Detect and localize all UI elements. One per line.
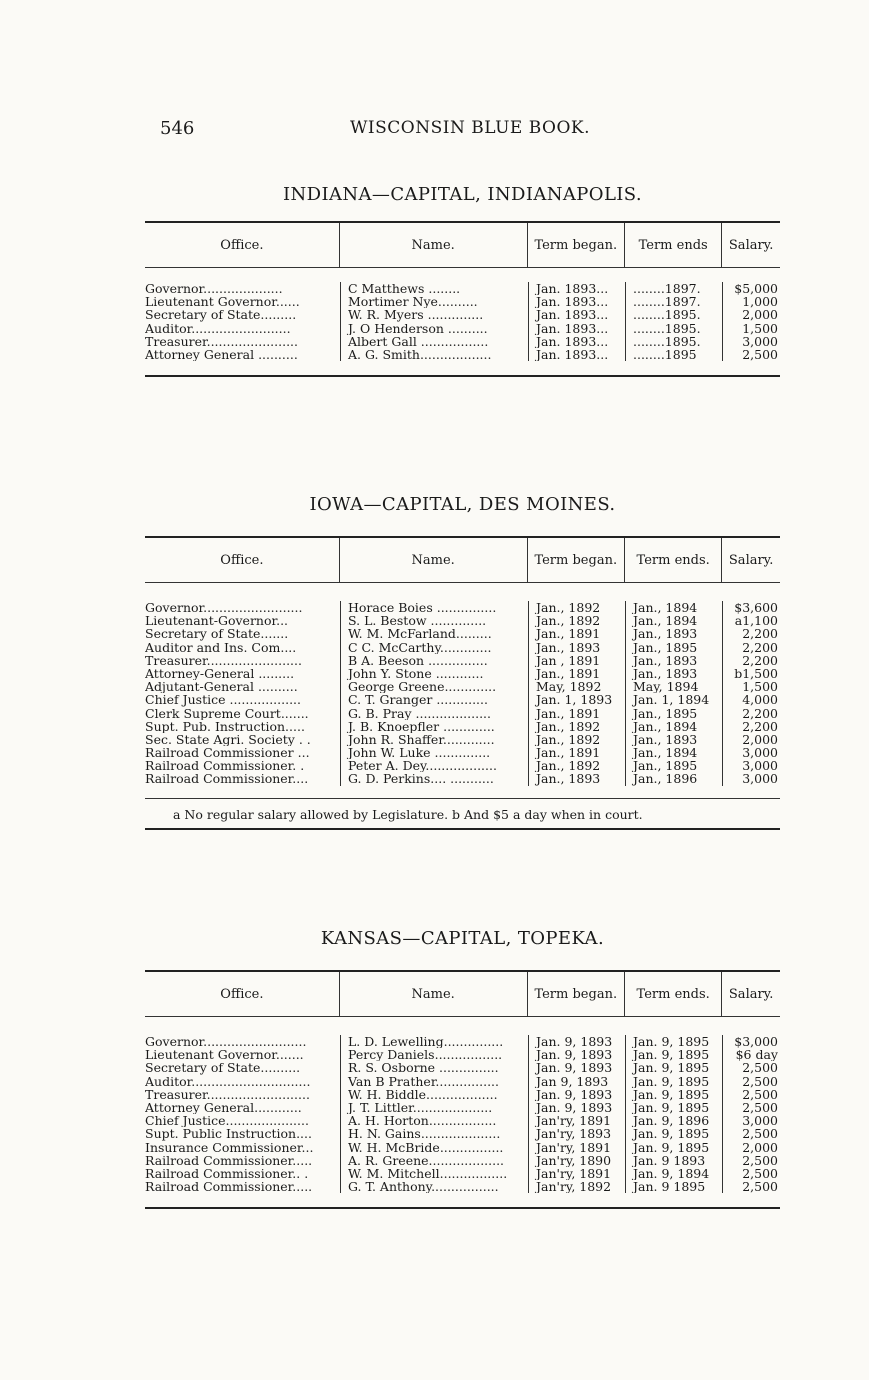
indiana-table xyxy=(145,221,780,377)
table-row xyxy=(145,759,780,772)
table-header xyxy=(145,223,780,267)
term-ends-cell: Jan., 1894 xyxy=(633,746,698,760)
salary-cell: $3,600 xyxy=(734,601,778,615)
name-cell: C. T. Granger ............. xyxy=(348,693,488,707)
term-ends-cell: Jan. 9, 1895 xyxy=(633,1048,710,1062)
office-cell: Auditor and Ins. Com.... xyxy=(145,640,297,654)
office-cell: Supt. Public Instruction.... xyxy=(145,1127,312,1141)
office-cell: Chief Justice .................. xyxy=(145,693,301,707)
table-row xyxy=(145,1088,780,1101)
column-divider xyxy=(528,1035,529,1193)
table-row xyxy=(145,348,780,361)
salary-cell: 2,200 xyxy=(742,719,778,733)
col-office: Office. xyxy=(220,552,264,568)
salary-cell: $6 day xyxy=(735,1048,778,1062)
term-began-cell: Jan. 9, 1893 xyxy=(536,1100,613,1115)
table-row xyxy=(145,693,780,706)
term-began-cell: Jan'ry, 1891 xyxy=(536,1140,612,1154)
salary-cell: 2,200 xyxy=(742,627,778,641)
office-cell: Clerk Supreme Court....... xyxy=(145,706,309,720)
name-cell: W. M. Mitchell................. xyxy=(348,1166,508,1181)
term-ends-cell: ........1895 xyxy=(633,347,697,362)
table-row xyxy=(145,1114,780,1127)
office-cell: Chief Justice..................... xyxy=(145,1114,309,1128)
table-row xyxy=(145,720,780,733)
term-began-cell: Jan., 1893 xyxy=(536,772,601,786)
kansas-rows xyxy=(145,1035,780,1193)
iowa-table xyxy=(145,536,780,830)
office-cell: Attorney General............ xyxy=(145,1100,302,1115)
salary-cell: 2,000 xyxy=(742,1140,778,1154)
term-ends-cell: ........1895. xyxy=(633,321,701,335)
term-ends-cell: Jan. 9, 1895 xyxy=(633,1035,710,1049)
term-began-cell: Jan., 1893 xyxy=(536,640,601,654)
term-began-cell: Jan., 1892 xyxy=(536,732,601,747)
salary-cell: 3,000 xyxy=(742,772,778,786)
office-cell: Lieutenant Governor....... xyxy=(145,1048,304,1062)
term-began-cell: Jan , 1891 xyxy=(536,653,601,667)
table-row xyxy=(145,707,780,720)
term-began-cell: Jan., 1891 xyxy=(536,627,601,641)
name-cell: A. G. Smith.................. xyxy=(348,347,492,362)
name-cell: John R. Shaffer............. xyxy=(348,732,495,747)
office-cell: Secretary of State.......... xyxy=(145,1061,301,1075)
table-row xyxy=(145,1061,780,1074)
col-name: Name. xyxy=(339,972,527,1016)
name-cell: W. H. Biddle.................. xyxy=(348,1087,498,1101)
table-row xyxy=(145,733,780,746)
kansas-table xyxy=(145,970,780,1209)
term-ends-cell: May, 1894 xyxy=(633,680,699,694)
term-ends-cell: ........1895. xyxy=(633,308,701,322)
column-divider xyxy=(340,601,341,786)
term-began-cell: Jan. 9, 1893 xyxy=(536,1061,613,1075)
term-ends-cell: Jan., 1894 xyxy=(633,601,698,615)
col-term-began: Term began. xyxy=(527,223,624,267)
name-cell: Albert Gall ................. xyxy=(348,334,489,348)
col-salary: Salary. xyxy=(721,538,780,582)
term-ends-cell: Jan., 1893 xyxy=(633,666,698,681)
term-ends-cell: Jan. 9, 1895 xyxy=(633,1140,710,1154)
term-ends-cell: Jan. 1, 1894 xyxy=(633,693,710,707)
name-cell: John W. Luke .............. xyxy=(348,746,491,760)
term-ends-cell: Jan. 9, 1895 xyxy=(633,1061,710,1075)
office-cell: Governor.......................... xyxy=(145,1035,307,1049)
name-cell: Mortimer Nye.......... xyxy=(348,295,478,309)
name-cell: B A. Beeson ............... xyxy=(348,653,488,667)
term-began-cell: Jan. 1, 1893 xyxy=(536,693,613,707)
column-divider xyxy=(722,601,723,786)
term-ends-cell: Jan. 9, 1895 xyxy=(633,1074,710,1088)
term-ends-cell: Jan. 9, 1895 xyxy=(633,1127,710,1141)
table-row xyxy=(145,1167,780,1180)
office-cell: Auditor......................... xyxy=(145,321,291,335)
column-divider xyxy=(722,1035,723,1193)
office-cell: Governor......................... xyxy=(145,601,303,615)
name-cell: Van B Prather................ xyxy=(348,1074,500,1088)
column-divider xyxy=(625,601,626,786)
col-term-ends: Term ends. xyxy=(624,972,721,1016)
column-divider xyxy=(528,282,529,361)
col-office: Office. xyxy=(220,237,264,253)
col-salary: Salary. xyxy=(721,223,780,267)
table-row xyxy=(145,1180,780,1193)
table-row xyxy=(145,746,780,759)
term-ends-cell: Jan. 9, 1895 xyxy=(633,1087,710,1101)
column-divider xyxy=(528,601,529,786)
table-row xyxy=(145,601,780,614)
term-began-cell: Jan. 1893... xyxy=(536,334,609,348)
col-office: Office. xyxy=(220,986,264,1002)
col-name: Name. xyxy=(339,538,527,582)
iowa-rows xyxy=(145,601,780,786)
name-cell: John Y. Stone ............ xyxy=(348,666,484,681)
table-row xyxy=(145,641,780,654)
indiana-rows xyxy=(145,282,780,361)
page-number: 546 xyxy=(160,118,195,139)
salary-cell: $5,000 xyxy=(734,282,778,296)
salary-cell: 3,000 xyxy=(742,334,778,348)
table-row xyxy=(145,1075,780,1088)
term-began-cell: Jan'ry, 1890 xyxy=(536,1153,612,1167)
salary-cell: 1,500 xyxy=(742,321,778,335)
term-began-cell: Jan'ry, 1891 xyxy=(536,1166,612,1181)
salary-cell: 2,000 xyxy=(742,732,778,747)
term-ends-cell: Jan., 1893 xyxy=(633,653,698,667)
table-header xyxy=(145,538,780,582)
office-cell: Treasurer....................... xyxy=(145,334,298,348)
col-term-ends: Term ends. xyxy=(624,538,721,582)
term-ends-cell: ........1897. xyxy=(633,295,701,309)
name-cell: H. N. Gains.................... xyxy=(348,1127,501,1141)
table-row xyxy=(145,1101,780,1114)
term-ends-cell: Jan. 9, 1894 xyxy=(633,1166,710,1181)
term-began-cell: Jan. 1893... xyxy=(536,295,609,309)
name-cell: C Matthews ........ xyxy=(348,282,461,296)
table-row xyxy=(145,322,780,335)
office-cell: Adjutant-General .......... xyxy=(145,680,298,694)
term-began-cell: Jan. 9, 1893 xyxy=(536,1087,613,1101)
term-began-cell: Jan., 1892 xyxy=(536,614,601,628)
salary-cell: 3,000 xyxy=(742,1114,778,1128)
name-cell: G. T. Anthony................. xyxy=(348,1180,499,1194)
running-title: WISCONSIN BLUE BOOK. xyxy=(349,118,591,138)
salary-cell: 2,000 xyxy=(742,308,778,322)
iowa-title: IOWA—CAPITAL, DES MOINES. xyxy=(309,494,616,515)
column-divider xyxy=(340,282,341,361)
table-row xyxy=(145,1127,780,1140)
office-cell: Treasurer.......................... xyxy=(145,1087,310,1101)
name-cell: S. L. Bestow .............. xyxy=(348,614,487,628)
office-cell: Governor.................... xyxy=(145,282,283,296)
col-term-began: Term began. xyxy=(527,972,624,1016)
term-began-cell: Jan. 1893... xyxy=(536,321,609,335)
term-began-cell: Jan. 1893... xyxy=(536,347,609,362)
salary-cell: 4,000 xyxy=(742,693,778,707)
name-cell: G. D. Perkins.... ........... xyxy=(348,772,494,786)
name-cell: W. H. McBride................ xyxy=(348,1140,504,1154)
name-cell: W. R. Myers .............. xyxy=(348,308,484,322)
name-cell: R. S. Osborne ............... xyxy=(348,1061,499,1075)
col-term-began: Term began. xyxy=(527,538,624,582)
term-began-cell: Jan'ry, 1892 xyxy=(536,1180,612,1194)
name-cell: J. T. Littler.................... xyxy=(348,1100,493,1115)
name-cell: J. O Henderson .......... xyxy=(348,321,488,335)
office-cell: Attorney General .......... xyxy=(145,347,298,362)
table-row xyxy=(145,627,780,640)
term-ends-cell: Jan. 9, 1896 xyxy=(633,1114,710,1128)
kansas-title: KANSAS—CAPITAL, TOPEKA. xyxy=(320,928,605,949)
office-cell: Lieutenant Governor...... xyxy=(145,295,300,309)
term-ends-cell: Jan., 1894 xyxy=(633,614,698,628)
term-began-cell: Jan. 9, 1893 xyxy=(536,1048,613,1062)
office-cell: Railroad Commissioner.. . xyxy=(145,1166,309,1181)
office-cell: Secretary of State......... xyxy=(145,308,297,322)
office-cell: Sec. State Agri. Society . . xyxy=(145,732,311,747)
term-began-cell: Jan 9, 1893 xyxy=(536,1074,609,1088)
term-began-cell: Jan., 1891 xyxy=(536,666,601,681)
table-row xyxy=(145,654,780,667)
term-began-cell: Jan., 1892 xyxy=(536,759,601,773)
term-began-cell: Jan. 1893... xyxy=(536,308,609,322)
salary-cell: 2,500 xyxy=(742,1166,778,1181)
salary-cell: 2,200 xyxy=(742,706,778,720)
term-ends-cell: Jan., 1895 xyxy=(633,640,698,654)
term-ends-cell: Jan., 1893 xyxy=(633,627,698,641)
name-cell: A. R. Greene................... xyxy=(348,1153,505,1167)
term-ends-cell: Jan. 9 1893 xyxy=(633,1153,706,1167)
salary-cell: 2,500 xyxy=(742,1153,778,1167)
col-salary: Salary. xyxy=(721,972,780,1016)
column-divider xyxy=(625,282,626,361)
term-began-cell: Jan. 9, 1893 xyxy=(536,1035,613,1049)
table-row xyxy=(145,1154,780,1167)
term-ends-cell: Jan., 1896 xyxy=(633,772,698,786)
salary-cell: 2,500 xyxy=(742,1127,778,1141)
salary-cell: 2,200 xyxy=(742,640,778,654)
table-row xyxy=(145,1035,780,1048)
salary-cell: b1,500 xyxy=(734,666,778,681)
term-ends-cell: Jan. 9, 1895 xyxy=(633,1100,710,1115)
term-ends-cell: Jan., 1894 xyxy=(633,719,698,733)
term-ends-cell: Jan. 9 1895 xyxy=(633,1180,706,1194)
column-divider xyxy=(625,1035,626,1193)
table-row xyxy=(145,680,780,693)
table-row xyxy=(145,308,780,321)
term-began-cell: Jan., 1891 xyxy=(536,746,601,760)
office-cell: Attorney-General ......... xyxy=(145,666,295,681)
salary-cell: 2,500 xyxy=(742,1074,778,1088)
office-cell: Insurance Commissioner... xyxy=(145,1140,314,1154)
table-header xyxy=(145,972,780,1016)
table-row xyxy=(145,1141,780,1154)
term-began-cell: Jan'ry, 1893 xyxy=(536,1127,612,1141)
salary-cell: 1,500 xyxy=(742,680,778,694)
office-cell: Railroad Commissioner.... xyxy=(145,772,309,786)
term-ends-cell: Jan., 1893 xyxy=(633,732,698,747)
term-ends-cell: Jan., 1895 xyxy=(633,706,698,720)
office-cell: Railroad Commissioner..... xyxy=(145,1180,313,1194)
term-began-cell: Jan'ry, 1891 xyxy=(536,1114,612,1128)
column-divider xyxy=(340,1035,341,1193)
term-ends-cell: Jan., 1895 xyxy=(633,759,698,773)
salary-cell: 3,000 xyxy=(742,759,778,773)
name-cell: C C. McCarthy............. xyxy=(348,640,492,654)
salary-cell: $3,000 xyxy=(734,1035,778,1049)
table-row xyxy=(145,295,780,308)
page-header xyxy=(160,118,780,142)
salary-cell: 2,500 xyxy=(742,347,778,362)
office-cell: Auditor.............................. xyxy=(145,1074,311,1088)
name-cell: G. B. Pray ................... xyxy=(348,706,491,720)
column-divider xyxy=(722,282,723,361)
salary-cell: 2,500 xyxy=(742,1061,778,1075)
col-name: Name. xyxy=(339,223,527,267)
name-cell: Peter A. Dey.................. xyxy=(348,759,497,773)
office-cell: Lieutenant-Governor... xyxy=(145,614,289,628)
name-cell: L. D. Lewelling............... xyxy=(348,1035,504,1049)
name-cell: W. M. McFarland......... xyxy=(348,627,492,641)
office-cell: Railroad Commissioner ... xyxy=(145,746,310,760)
term-began-cell: Jan. 1893... xyxy=(536,282,609,296)
office-cell: Secretary of State....... xyxy=(145,627,289,641)
table-row xyxy=(145,282,780,295)
term-began-cell: Jan., 1891 xyxy=(536,706,601,720)
term-ends-cell: ........1895. xyxy=(633,334,701,348)
term-began-cell: Jan., 1892 xyxy=(536,719,601,733)
salary-cell: 2,500 xyxy=(742,1087,778,1101)
table-row xyxy=(145,614,780,627)
name-cell: Percy Daniels................. xyxy=(348,1048,503,1062)
salary-cell: a1,100 xyxy=(734,614,778,628)
table-row xyxy=(145,772,780,785)
term-began-cell: May, 1892 xyxy=(536,680,602,694)
office-cell: Railroad Commissioner..... xyxy=(145,1153,313,1167)
salary-cell: 2,200 xyxy=(742,653,778,667)
name-cell: J. B. Knoepfler ............. xyxy=(348,719,495,733)
salary-cell: 2,500 xyxy=(742,1100,778,1115)
term-began-cell: Jan., 1892 xyxy=(536,601,601,615)
table-row xyxy=(145,667,780,680)
iowa-footnote: a No regular salary allowed by Legislature. b And $5 a day when in court. xyxy=(173,806,643,822)
col-term-ends: Term ends xyxy=(624,223,721,267)
name-cell: Horace Boies ............... xyxy=(348,601,497,615)
office-cell: Treasurer........................ xyxy=(145,653,302,667)
salary-cell: 2,500 xyxy=(742,1180,778,1194)
office-cell: Railroad Commissioner. . xyxy=(145,759,305,773)
salary-cell: 1,000 xyxy=(742,295,778,309)
salary-cell: 3,000 xyxy=(742,746,778,760)
office-cell: Supt. Pub. Instruction..... xyxy=(145,719,305,733)
table-row xyxy=(145,1048,780,1061)
term-ends-cell: ........1897. xyxy=(633,282,701,296)
name-cell: George Greene............. xyxy=(348,680,497,694)
table-row xyxy=(145,335,780,348)
indiana-title: INDIANA—CAPITAL, INDIANAPOLIS. xyxy=(282,184,643,205)
name-cell: A. H. Horton................. xyxy=(348,1114,497,1128)
